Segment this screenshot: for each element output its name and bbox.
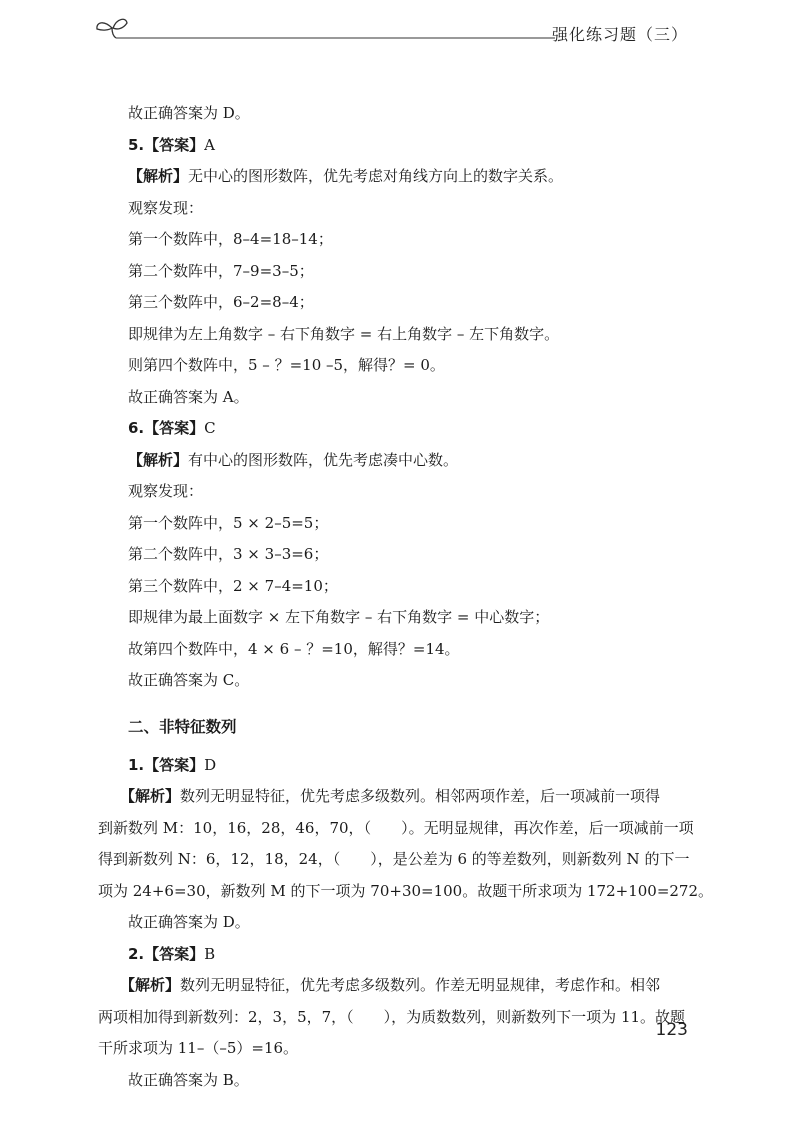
analysis-1-line-4	[98, 876, 714, 908]
line-text: 故正确答案为 A。	[128, 387, 249, 406]
answer-value: B	[204, 944, 216, 963]
line-text: 观察发现：	[128, 482, 204, 500]
analysis-1-line-1	[120, 781, 688, 813]
line-text: 即规律为最上面数字 × 左下角数字 – 右下角数字 = 中心数字；	[128, 608, 550, 626]
text-line	[128, 476, 688, 508]
analysis-text: 项为 24+6=30，新数列 M 的下一项为 70+30=100。故题干所求项为 172+100=272。	[98, 881, 714, 900]
line-text: 第一个数阵中，5 × 2–5=5；	[128, 513, 329, 532]
answer-5	[128, 130, 688, 162]
analysis-text: 数列无明显特征，优先考虑多级数列。相邻两项作差，后一项减前一项得	[180, 787, 661, 805]
analysis-2-line-3	[98, 1033, 688, 1065]
line-text: 故正确答案为 C。	[128, 671, 250, 689]
line-text: 第二个数阵中，3 × 3–3=6；	[128, 545, 329, 563]
analysis-label: 【解析】	[128, 450, 189, 469]
page-content	[98, 98, 714, 1096]
text-line	[128, 602, 688, 634]
analysis-text: 干所求项为 11–（–5）=16。	[98, 1039, 299, 1057]
answer-conclusion-4	[128, 98, 688, 130]
sprout-leaf-icon-2	[113, 19, 127, 29]
text-line	[128, 319, 688, 351]
answer-conclusion-q2	[128, 1065, 688, 1097]
analysis-5	[128, 161, 688, 193]
line-text: 故第四个数阵中，4 × 6 – ？=10，解得？=14。	[128, 639, 460, 658]
answer-value: A	[204, 135, 215, 154]
text-line	[128, 350, 688, 382]
answer-6	[128, 413, 688, 445]
text-line	[128, 539, 688, 571]
analysis-2-line-1	[120, 970, 688, 1002]
analysis-text: 数列无明显特征，优先考虑多级数列。作差无明显规律，考虑作和。相邻	[180, 976, 661, 994]
analysis-text: 到新数列 M：10，16，28，46，70，（ ）。无明显规律，再次作差，后一项减前一项	[98, 818, 694, 837]
answer-label: 1.【答案】	[128, 755, 205, 774]
line-text: 则第四个数阵中，5 – ？=10 –5，解得？= 0。	[128, 356, 445, 374]
sprout-stem-icon	[112, 28, 116, 38]
answer-value: D	[204, 755, 217, 774]
line-text: 观察发现：	[128, 198, 204, 217]
page-number: 123	[655, 1020, 688, 1040]
header-title: 强化练习题（三）	[551, 25, 688, 44]
text-line	[128, 193, 688, 225]
line-text: 故正确答案为 D。	[128, 913, 250, 931]
page-header	[0, 0, 800, 60]
answer-2	[128, 939, 688, 971]
analysis-label: 【解析】	[120, 787, 181, 805]
analysis-6	[128, 445, 688, 477]
analysis-label: 【解析】	[128, 167, 189, 185]
answer-conclusion-5	[128, 382, 688, 414]
text-line	[128, 571, 688, 603]
section-title: 二、非特征数列	[128, 717, 237, 736]
answer-label: 2.【答案】	[128, 944, 205, 963]
analysis-label: 【解析】	[120, 976, 181, 994]
analysis-text: 得到新数列 N：6，12，18，24，（ ），是公差为 6 的等差数列，则新数列 N 的下一	[98, 850, 690, 868]
line-text: 第二个数阵中，7–9=3–5；	[128, 261, 314, 280]
text-line	[128, 634, 688, 666]
analysis-1-line-3	[98, 844, 688, 876]
line-text: 故正确答案为 D。	[128, 104, 250, 122]
line-text: 第三个数阵中，6–2=8–4；	[128, 293, 314, 311]
answer-value: C	[204, 419, 216, 437]
line-text: 第三个数阵中，2 × 7–4=10；	[128, 576, 338, 595]
analysis-2-line-2	[98, 1002, 688, 1034]
answer-conclusion-q1	[128, 907, 688, 939]
analysis-text: 两项相加得到新数列：2，3，5，7，（ ），为质数数列，则新数列下一项为 11。故题	[98, 1007, 686, 1026]
sprout-leaf-icon	[97, 23, 112, 30]
text-line	[128, 224, 688, 256]
answer-1	[128, 750, 688, 782]
line-text: 即规律为左上角数字 – 右下角数字 = 右上角数字 – 左下角数字。	[128, 324, 560, 343]
text-line	[128, 508, 688, 540]
text-line	[128, 256, 688, 288]
line-text: 故正确答案为 B。	[128, 1070, 249, 1089]
analysis-text: 无中心的图形数阵，优先考虑对角线方向上的数字关系。	[188, 167, 564, 185]
line-text: 第一个数阵中，8–4=18–14；	[128, 230, 333, 248]
answer-label: 5.【答案】	[128, 135, 205, 154]
analysis-1-line-2	[98, 813, 694, 845]
answer-label: 6.【答案】	[128, 419, 205, 437]
text-line	[128, 287, 688, 319]
analysis-text: 有中心的图形数阵，优先考虑凑中心数。	[188, 450, 459, 469]
answer-conclusion-6	[128, 665, 688, 697]
